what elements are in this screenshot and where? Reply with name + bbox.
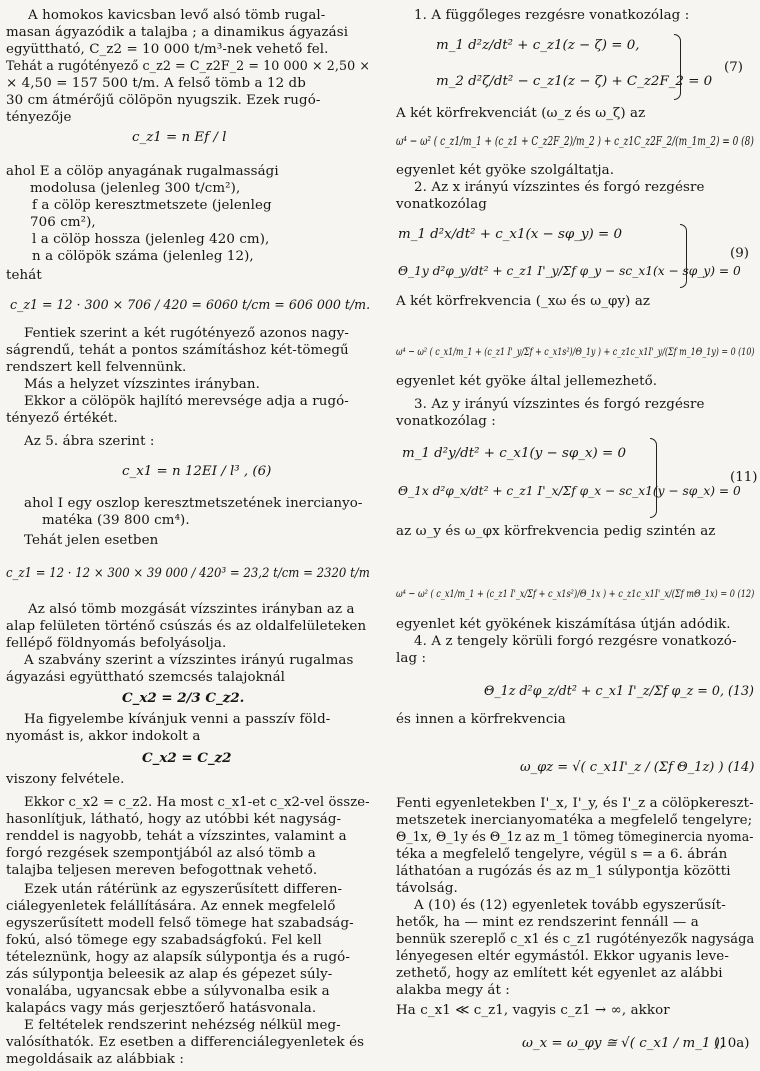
equation: C_x2 = C_z2	[142, 750, 232, 766]
text-line: Ha c_x1 ≪ c_z1, vagyis c_z1 → ∞, akkor	[396, 1003, 670, 1018]
equation: ω_φz = √( c_x1I'_z / (Σf Θ_1z) ) (14)	[520, 760, 755, 775]
equation: m_1 d²y/dt² + c_x1(y − sφ_x) = 0	[402, 446, 626, 461]
text-line: l a cölöp hossza (jelenleg 420 cm),	[32, 232, 270, 247]
text-line: ságrendű, tehát a pontos számításhoz két-tömegű	[6, 343, 349, 358]
text-line: 30 cm átmérőjű cölöpön nyugszik. Ezek rugó-	[6, 93, 321, 108]
text-line: Az alsó tömb mozgását vízszintes irányban az a	[28, 602, 355, 617]
text-line: 3. Az y irányú vízszintes és forgó rezgésre	[414, 397, 705, 412]
equation: Θ_1y d²φ_y/dt² + c_z1 I'_y/Σf φ_y − sc_x1(x − sφ_y) = 0	[398, 264, 741, 278]
text-line: ciálegyenletek felállítására. Az ennek megfelelő	[6, 899, 336, 914]
text-line: tényező értékét.	[6, 411, 118, 426]
text-line: megoldásaik az alábbiak :	[6, 1052, 184, 1067]
text-line: zethető, hogy az említett két egyenlet az alábbi	[396, 966, 723, 981]
text-line: ágyazási együttható szemcsés talajoknál	[6, 670, 286, 685]
text-line: Ekkor c_x2 = c_z2. Ha most c_x1-et c_x2-vel össze-	[24, 795, 370, 810]
text-line: ahol I egy oszlop keresztmetszetének inercianyo-	[24, 496, 363, 511]
equation-number: (11)	[730, 470, 758, 485]
equation: ω⁴ − ω² ( c_x1/m_1 + (c_z1 I'_x/Σf + c_x1s²)/Θ_1x ) + c_z1c_x1I'_x/(Σf mΘ_1x) = 0 (12)	[396, 588, 755, 600]
text-line: forgó rezgések szempontjából az alsó tömb a	[6, 846, 316, 861]
text-line: ahol E a cölöp anyagának rugalmassági	[6, 164, 279, 179]
text-line: egyenlet két gyökének kiszámítása útján adódik.	[396, 617, 731, 632]
equation: m_1 d²x/dt² + c_x1(x − sφ_y) = 0	[398, 227, 622, 242]
text-line: modolusa (jelenleg 300 t/cm²),	[30, 181, 241, 196]
text-line: és innen a körfrekvencia	[396, 712, 566, 727]
text-line: 4. A z tengely körüli forgó rezgésre vonatkozó-	[414, 634, 737, 649]
text-line: A homokos kavicsban levő alsó tömb rugal-	[28, 8, 326, 23]
equation: c_z1 = 12 · 300 × 706 / 420 = 6060 t/cm = 606 000 t/m.	[10, 298, 371, 313]
text-line: Tehát jelen esetben	[24, 533, 159, 548]
text-line: alap felületen történő csúszás és az oldalfelületeken	[6, 619, 367, 634]
text-line: metszetek inercianyomatéka a megfelelő tengelyre;	[396, 813, 753, 828]
text-line: E feltételek rendszerint nehézség nélkül meg-	[24, 1018, 341, 1033]
text-line: tehát	[6, 268, 42, 283]
right-brace	[650, 438, 657, 518]
text-line: A két körfrekvencia (_xω és ω_φy) az	[396, 294, 651, 309]
equation: ω⁴ − ω² ( c_z1/m_1 + (c_z1 + C_z2F_2)/m_2 ) + c_z1C_z2F_2/(m_1m_2) = 0 (8)	[396, 134, 754, 148]
text-line: Az 5. ábra szerint :	[24, 434, 155, 449]
text-line: Fenti egyenletekben I'_x, I'_y, és I'_z a cölöpkereszt-	[396, 796, 754, 811]
text-line: téka a megfelelő tengelyre, végül s = a 6. ábrán	[396, 847, 728, 862]
text-line: vonatkozólag	[396, 197, 487, 212]
equation: m_2 d²ζ/dt² − c_z1(z − ζ) + C_z2F_2 = 0	[436, 74, 713, 89]
text-line: Θ_1x, Θ_1y és Θ_1z az m_1 tömeg tömeginercia nyoma-	[396, 830, 754, 845]
text-line: A (10) és (12) egyenletek tovább egyszerűsít-	[414, 898, 726, 913]
text-line: tételeznünk, hogy az alapsík súlypontja és a rugó-	[6, 950, 350, 965]
text-line: 2. Az x irányú vízszintes és forgó rezgésre	[414, 180, 705, 195]
text-line: zás súlypontja beleesik az alap és gépezet súly-	[6, 967, 333, 982]
right-brace	[674, 34, 681, 100]
text-line: tényezője	[6, 110, 72, 125]
text-line: lényegesen eltér egymástól. Ekkor ugyanis leve-	[396, 949, 729, 964]
text-line: vonatkozólag :	[396, 414, 496, 429]
text-line: matéka (39 800 cm⁴).	[42, 513, 190, 528]
text-line: × 4,50 = 157 500 t/m. A felső tömb a 12 db	[6, 76, 306, 91]
text-line: hetők, ha — mint ez rendszerint fennáll — a	[396, 915, 699, 930]
text-line: nyomást is, akkor indokolt a	[6, 729, 201, 744]
text-line: masan ágyazódik a talajba ; a dinamikus ágyazási	[6, 25, 349, 40]
text-line: kalapács vagy más gerjesztőerő hatásvonala.	[6, 1001, 317, 1016]
text-line: fokú, alsó tömege egy szabadságfokú. Fel kell	[6, 933, 322, 948]
text-line: Ha figyelembe kívánjuk venni a passzív föld-	[24, 712, 331, 727]
text-line: bennük szereplő c_x1 és c_z1 rugótényezők nagysága	[396, 932, 755, 947]
text-line: egyszerűsített modell felső tömege hat szabadság-	[6, 916, 354, 931]
text-line: lag :	[396, 651, 427, 666]
equation: m_1 d²z/dt² + c_z1(z − ζ) = 0,	[436, 38, 640, 53]
equation-number: (10a)	[714, 1036, 750, 1051]
text-line: Ezek után rátérünk az egyszerűsített differen-	[24, 882, 343, 897]
text-line: láthatóan a rugózás és az m_1 súlypontja közötti	[396, 864, 731, 879]
equation: Θ_1z d²φ_z/dt² + c_x1 I'_z/Σf φ_z = 0, (13)	[484, 684, 754, 699]
text-line: 1. A függőleges rezgésre vonatkozólag :	[414, 8, 690, 23]
text-line: Más a helyzet vízszintes irányban.	[24, 377, 260, 392]
text-line: Ekkor a cölöpök hajlító merevsége adja a rugó-	[24, 394, 349, 409]
text-line: rendszert kell felvennünk.	[6, 360, 187, 375]
text-line: A két körfrekvenciát (ω_z és ω_ζ) az	[396, 106, 646, 121]
text-line: együttható, C_z2 = 10 000 t/m³-nek vehető fel.	[6, 42, 329, 57]
text-line: 706 cm²),	[30, 215, 96, 230]
text-line: az ω_y és ω_φx körfrekvencia pedig szintén az	[396, 524, 716, 539]
equation: ω⁴ − ω² ( c_x1/m_1 + (c_z1 I'_y/Σf + c_x1s²)/Θ_1y ) + c_z1c_x1I'_y/(Σf m_1Θ_1y) = 0 (10)	[396, 346, 755, 358]
text-line: fellépő földnyomás befolyásolja.	[6, 636, 227, 651]
text-line: alakba megy át :	[396, 983, 510, 998]
equation-number: (7)	[724, 60, 743, 75]
equation: Θ_1x d²φ_x/dt² + c_z1 I'_x/Σf φ_x − sc_x1(y − sφ_x) = 0	[398, 484, 741, 498]
text-line: egyenlet két gyöke szolgáltatja.	[396, 163, 615, 178]
text-line: hasonlítjuk, látható, hogy az utóbbi két nagyság-	[6, 812, 342, 827]
text-line: távolság.	[396, 881, 458, 896]
equation: c_z1 = 12 · 12 × 300 × 39 000 / 420³ = 23,2 t/cm = 2320 t/m	[6, 566, 370, 581]
text-line: A szabvány szerint a vízszintes irányú rugalmas	[24, 653, 354, 668]
text-line: valósíthatók. Ez esetben a differenciálegyenletek és	[6, 1035, 365, 1050]
equation-number: (9)	[730, 246, 749, 261]
text-line: renddel is nagyobb, tehát a vízszintes, valamint a	[6, 829, 347, 844]
text-line: Fentiek szerint a két rugótényező azonos nagy-	[24, 326, 350, 341]
text-line: talajba teljesen mereven befogottnak vehető.	[6, 863, 318, 878]
equation: ω_x = ω_φy ≅ √( c_x1 / m_1 ),	[522, 1036, 725, 1051]
equation: c_z1 = n Ef / l	[132, 130, 227, 145]
text-line: Tehát a rugótényező c_z2 = C_z2F_2 = 10 000 × 2,50 ×	[6, 59, 371, 74]
text-line: viszony felvétele.	[6, 772, 125, 787]
right-brace	[680, 224, 687, 288]
text-line: f a cölöp keresztmetszete (jelenleg	[32, 198, 272, 213]
equation: C_x2 = 2/3 C_z2.	[122, 690, 245, 706]
equation: c_x1 = n 12EI / l³ , (6)	[122, 464, 272, 479]
text-line: egyenlet két gyöke által jellemezhető.	[396, 374, 658, 389]
text-line: n a cölöpök száma (jelenleg 12),	[32, 249, 254, 264]
text-line: vonalába, ugyancsak ebbe a súlyvonalba esik a	[6, 984, 330, 999]
